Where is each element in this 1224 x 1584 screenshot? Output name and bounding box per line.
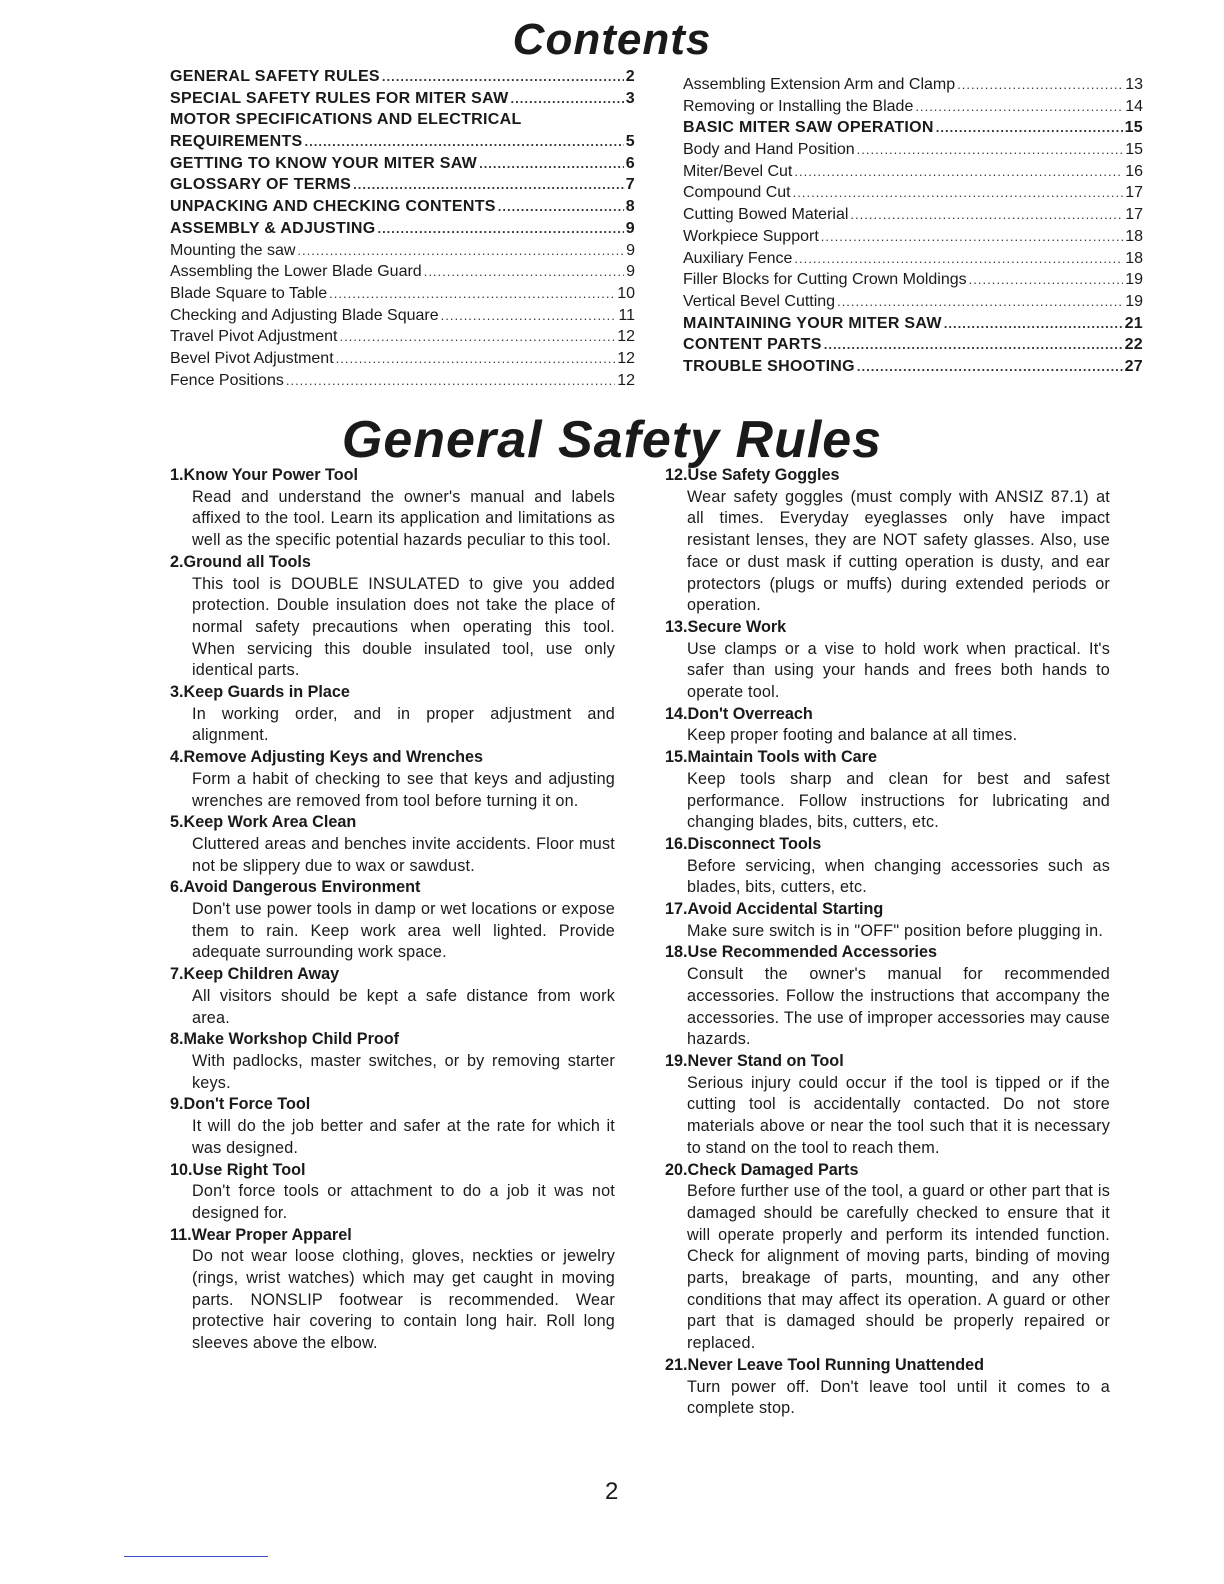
safety-rule-title: 7.Keep Children Away [170, 965, 340, 984]
toc-entry-label: GENERAL SAFETY RULES [170, 68, 380, 85]
safety-rule-title: 12.Use Safety Goggles [665, 466, 840, 484]
safety-rule [170, 1160, 615, 1225]
safety-rule-title: 9.Don't Force Tool [170, 1095, 311, 1114]
toc-entry-label: CONTENT PARTS [683, 336, 822, 354]
toc-leader-dots [957, 77, 1123, 92]
toc-entry-label: Checking and Adjusting Blade Square [170, 306, 439, 324]
toc-entry-label: Body and Hand Position [683, 141, 855, 159]
toc-entry-page: 7 [625, 176, 635, 194]
safety-rule [665, 942, 1110, 1051]
toc-entry-label: TROUBLE SHOOTING [683, 357, 855, 375]
safety-rule [170, 877, 615, 964]
toc-entry-label: Bevel Pivot Adjustment [170, 349, 334, 367]
toc-entry-label: GLOSSARY OF TERMS [170, 176, 352, 194]
toc-entry-page: 12 [617, 349, 635, 367]
toc-entry[interactable] [683, 271, 1143, 293]
safety-rule-body: This tool is DOUBLE INSULATED to give you added protection. Double insulation does not take the place of normal safety precautions when operating this tool. When servicing this double insulated tool, use only identical parts. [192, 574, 615, 680]
toc-entry-page: 22 [1124, 336, 1143, 354]
safety-rule-title: 15.Maintain Tools with Care [665, 748, 877, 767]
toc-leader-dots [305, 134, 624, 149]
toc-leader-dots [969, 272, 1124, 287]
safety-rule-body: Read and understand the owner's manual and labels affixed to the tool. Learn its application and limitations as well as the specific potential hazards peculiar to this tool. [192, 487, 615, 550]
toc-entry-label: Workpiece Support [683, 227, 819, 245]
safety-rule [665, 899, 1110, 942]
toc-entry-label: ASSEMBLY & ADJUSTING [170, 219, 376, 237]
safety-rule-body: Keep tools sharp and clean for best and safest performance. Follow instructions for lubricating and changing blades, bits, cutters, etc. [687, 769, 1110, 832]
safety-rule [665, 1355, 1110, 1420]
toc-entry-label: REQUIREMENTS [170, 133, 303, 151]
toc-entry-label: Auxiliary Fence [683, 249, 793, 267]
safety-rule-body: Consult the owner's manual for recommended accessories. Follow the instructions that accompany the accessories. The use of improper accessories may cause hazards. [687, 965, 1110, 1049]
toc-entry-page: 8 [625, 198, 635, 216]
rules-right-column [665, 465, 1110, 1420]
safety-rule-title: 6.Avoid Dangerous Environment [170, 878, 421, 897]
toc-leader-dots [286, 373, 615, 388]
toc-entry-page: 17 [1125, 184, 1143, 202]
safety-rule-title: 20.Check Damaged Parts [665, 1160, 859, 1179]
rules-left-column [170, 465, 615, 1355]
toc-entry-page: 15 [1124, 119, 1143, 137]
toc-entry-label: Assembling Extension Arm and Clamp [683, 76, 956, 93]
toc-entry-label: Mounting the saw [170, 241, 296, 259]
safety-rule-title: 1.Know Your Power Tool [170, 466, 358, 484]
toc-entry[interactable] [170, 90, 635, 112]
toc-entry-page: 9 [626, 241, 635, 259]
toc-leader-dots [793, 185, 1124, 200]
toc-leader-dots [382, 69, 624, 84]
safety-rule-body: All visitors should be kept a safe distance from work area. [192, 986, 615, 1027]
toc-entry-page: 21 [1124, 314, 1143, 332]
footer-divider [124, 1556, 268, 1557]
toc-leader-dots [824, 337, 1123, 352]
toc-entry-label: Compound Cut [683, 184, 791, 202]
toc-leader-dots [936, 120, 1123, 135]
safety-rule-title: 13.Secure Work [665, 617, 787, 636]
safety-rule [665, 465, 1110, 617]
toc-entry-page: 12 [617, 328, 635, 346]
safety-rule-body: It will do the job better and safer at the rate for which it was designed. [192, 1117, 615, 1157]
toc-leader-dots [329, 286, 615, 301]
safety-rule [170, 1225, 615, 1355]
toc-entry-page: 18 [1125, 249, 1143, 267]
toc-entry-label: Vertical Bevel Cutting [683, 292, 836, 310]
toc-leader-dots [479, 156, 624, 171]
toc-entry[interactable] [170, 176, 635, 198]
toc-entry-page: 10 [617, 284, 635, 302]
toc-entry-page: 13 [1125, 76, 1143, 93]
toc-entry-page: 6 [625, 154, 635, 172]
toc-leader-dots [353, 177, 624, 192]
toc-entry-label: Blade Square to Table [170, 284, 328, 302]
toc-right-column [683, 76, 1143, 380]
safety-rule [170, 465, 615, 552]
toc-entry[interactable] [170, 198, 635, 220]
safety-rule [170, 1029, 615, 1094]
safety-rule-body: With padlocks, master switches, or by removing starter keys. [192, 1051, 615, 1092]
toc-leader-dots [424, 264, 624, 279]
toc-entry-label: Filler Blocks for Cutting Crown Moldings [683, 271, 967, 289]
safety-rule [665, 617, 1110, 704]
toc-entry[interactable] [170, 328, 635, 350]
safety-rule-title: 5.Keep Work Area Clean [170, 813, 357, 832]
toc-entry-label: Cutting Bowed Material [683, 206, 849, 224]
safety-rule-title: 19.Never Stand on Tool [665, 1051, 844, 1070]
toc-entry[interactable] [683, 228, 1143, 250]
toc-entry-page: 18 [1125, 227, 1143, 245]
section-title: General Safety Rules [341, 411, 883, 469]
safety-rule-body: Wear safety goggles (must comply with ANSIZ 87.1) at all times. Everyday eyeglasses only have impact resistant lenses, they are NOT safety glasses. Also, use face or dust mask if cutting operation is dusty, and ear protectors (plugs or muffs) during extended periods or operation. [687, 487, 1110, 615]
toc-entry-page: 14 [1125, 97, 1143, 115]
safety-rule [665, 747, 1110, 834]
toc-entry[interactable] [170, 220, 635, 242]
toc-leader-dots [339, 329, 615, 344]
toc-entry-page: 9 [625, 219, 635, 237]
safety-rule [665, 1160, 1110, 1355]
toc-entry-page: 11 [618, 306, 635, 324]
safety-rule-body: Before servicing, when changing accessories such as blades, bits, cutters, etc. [687, 856, 1110, 897]
toc-leader-dots [857, 142, 1124, 157]
toc-left-column [170, 68, 635, 393]
toc-entry-page: 5 [625, 133, 635, 151]
toc-entry[interactable] [683, 206, 1143, 228]
toc-leader-dots [498, 199, 624, 214]
safety-rule-title: 4.Remove Adjusting Keys and Wrenches [170, 748, 484, 767]
safety-rule-body: Don't use power tools in damp or wet locations or expose them to rain. Keep work area well lighted. Provide adequate surrounding work space. [192, 900, 615, 962]
safety-rule-body: Keep proper footing and balance at all times. [687, 726, 1018, 745]
toc-entry-page: 17 [1125, 206, 1143, 224]
toc-entry[interactable] [683, 336, 1143, 358]
safety-rule-title: 17.Avoid Accidental Starting [665, 900, 884, 919]
toc-entry[interactable] [683, 98, 1143, 120]
toc-entry-label: Removing or Installing the Blade [683, 97, 914, 115]
toc-entry-page: 16 [1125, 162, 1143, 180]
toc-entry[interactable] [683, 358, 1143, 380]
toc-leader-dots [850, 207, 1123, 222]
toc-entry-label: Fence Positions [170, 371, 284, 389]
toc-leader-dots [857, 359, 1123, 374]
toc-leader-dots [944, 316, 1123, 331]
toc-leader-dots [915, 99, 1123, 114]
toc-entry-page: 15 [1125, 141, 1143, 159]
safety-rule-body: Make sure switch is in "OFF" position before plugging in. [687, 921, 1104, 940]
toc-entry-label: Travel Pivot Adjustment [170, 328, 338, 346]
toc-entry[interactable] [170, 111, 635, 133]
safety-rule-body: Don't force tools or attachment to do a job it was not designed for. [192, 1182, 615, 1222]
toc-entry[interactable] [683, 141, 1143, 163]
toc-leader-dots [821, 229, 1123, 244]
safety-rule [170, 747, 615, 812]
page-number: 2 [605, 1478, 619, 1505]
toc-leader-dots [377, 221, 623, 236]
toc-entry-page: 3 [625, 89, 635, 107]
toc-leader-dots [336, 351, 616, 366]
safety-rule-body: Turn power off. Don't leave tool until it comes to a complete stop. [687, 1377, 1110, 1418]
safety-rule-title: 11.Wear Proper Apparel [170, 1225, 352, 1244]
toc-entry[interactable] [170, 285, 635, 307]
toc-entry[interactable] [170, 372, 635, 394]
toc-entry[interactable] [683, 119, 1143, 141]
toc-leader-dots [837, 294, 1123, 309]
toc-leader-dots [794, 251, 1123, 266]
safety-rule-body: In working order, and in proper adjustment and alignment. [192, 704, 615, 745]
safety-rule [665, 1051, 1110, 1160]
toc-entry-label: BASIC MITER SAW OPERATION [683, 119, 934, 137]
toc-entry[interactable] [683, 315, 1143, 337]
safety-rule-body: Serious injury could occur if the tool is tipped or if the cutting tool is accidentally contacted. Do not store materials above or near the tool such that it is necessary to stand on the tool to reach them. [687, 1073, 1110, 1157]
toc-entry-page: 9 [626, 263, 635, 281]
toc-entry[interactable] [170, 242, 635, 264]
safety-rule-body: Cluttered areas and benches invite accidents. Floor must not be slippery due to wax or sawdust. [192, 834, 615, 875]
toc-entry[interactable] [170, 133, 635, 155]
toc-entry-label: MOTOR SPECIFICATIONS AND ELECTRICAL [170, 111, 522, 129]
toc-entry[interactable] [170, 155, 635, 177]
toc-entry[interactable] [170, 350, 635, 372]
safety-rule [170, 682, 615, 747]
toc-leader-dots [511, 91, 624, 106]
toc-entry[interactable] [683, 184, 1143, 206]
toc-entry-page: 27 [1124, 357, 1143, 375]
safety-rule-title: 16.Disconnect Tools [665, 834, 822, 853]
toc-entry[interactable] [683, 76, 1143, 98]
safety-rule [170, 964, 615, 1029]
toc-entry-page: 19 [1125, 292, 1143, 310]
safety-rule-title: 21.Never Leave Tool Running Unattended [665, 1355, 985, 1374]
safety-rule-body: Do not wear loose clothing, gloves, neckties or jewelry (rings, wrist watches) which may get caught in moving parts. NONSLIP footwear is recommended. Wear protective hair covering to contain long hair. Roll long sleeves above the elbow. [192, 1247, 615, 1353]
contents-title: Contents [512, 15, 712, 64]
safety-rule-title: 3.Keep Guards in Place [170, 683, 350, 702]
safety-rule [170, 552, 615, 682]
safety-rule [170, 1094, 615, 1159]
safety-rule-title: 18.Use Recommended Accessories [665, 943, 938, 962]
toc-entry[interactable] [170, 263, 635, 285]
toc-entry-page: 12 [617, 371, 635, 389]
toc-leader-dots [794, 164, 1123, 179]
toc-entry-page: 2 [625, 68, 635, 85]
safety-rule-title: 2.Ground all Tools [170, 552, 311, 571]
safety-rule [170, 812, 615, 877]
toc-leader-dots [297, 243, 624, 258]
toc-entry[interactable] [683, 293, 1143, 315]
toc-leader-dots [441, 308, 617, 323]
safety-rule-title: 10.Use Right Tool [170, 1160, 306, 1179]
safety-rule-body: Form a habit of checking to see that keys and adjusting wrenches are removed from tool before turning it on. [192, 769, 615, 810]
toc-entry[interactable] [170, 68, 635, 90]
safety-rule-body: Before further use of the tool, a guard or other part that is damaged should be carefully checked to ensure that it will operate properly and perform its intended function. Check for alignment of moving parts, binding of moving parts, breakage of parts, mounting, and any other conditions that may affect its operation. A guard or other part that is damaged should be properly repaired or replaced. [687, 1182, 1110, 1353]
safety-rule [665, 834, 1110, 899]
toc-entry-label: SPECIAL SAFETY RULES FOR MITER SAW [170, 89, 509, 107]
toc-entry-page: 19 [1125, 271, 1143, 289]
toc-entry[interactable] [683, 163, 1143, 185]
safety-rule-title: 8.Make Workshop Child Proof [170, 1030, 400, 1049]
toc-entry-label: Miter/Bevel Cut [683, 162, 793, 180]
toc-entry-label: UNPACKING AND CHECKING CONTENTS [170, 198, 496, 216]
safety-rule [665, 704, 1110, 747]
toc-entry-label: GETTING TO KNOW YOUR MITER SAW [170, 154, 478, 172]
safety-rule-body: Use clamps or a vise to hold work when practical. It's safer than using your hands and frees both hands to operate tool. [687, 639, 1110, 702]
toc-entry[interactable] [683, 250, 1143, 272]
toc-entry-label: MAINTAINING YOUR MITER SAW [683, 314, 942, 332]
toc-entry[interactable] [170, 307, 635, 329]
safety-rule-title: 14.Don't Overreach [665, 704, 813, 723]
toc-entry-label: Assembling the Lower Blade Guard [170, 263, 422, 281]
